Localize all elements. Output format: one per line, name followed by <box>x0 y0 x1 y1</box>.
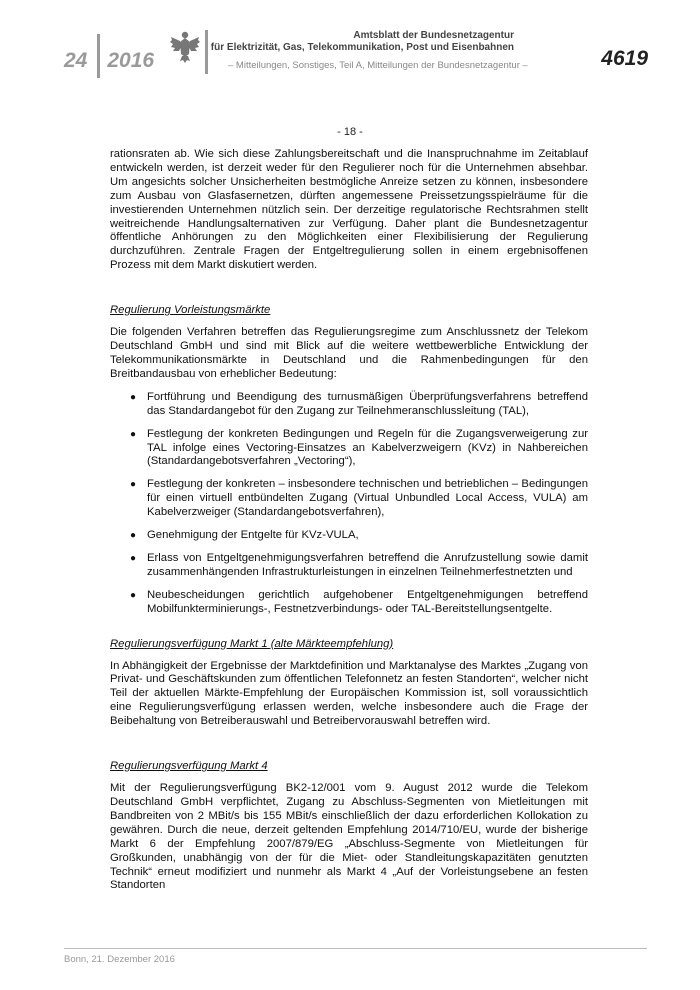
page-header <box>0 0 700 90</box>
issue-year: 2016 <box>107 49 155 72</box>
section-paragraph: Die folgenden Verfahren betreffen das Regulierungsregime zum Anschlussnetz der Telekom Deutschland GmbH und sind mit Blick auf die weitere wettbewerbliche Entwicklung der Telekommunikationsmärkte in Deutschland und die Rahmenbedingungen für den Breitbandausbau von erheblicher Bedeutung: <box>110 326 588 380</box>
list-item <box>110 589 588 617</box>
federal-eagle-icon <box>170 30 200 64</box>
bullet-icon: ● <box>130 530 137 542</box>
list-item <box>110 428 588 470</box>
section-paragraph: Mit der Regulierungsverfügung BK2-12/001 vom 9. August 2012 wurde die Telekom Deutschland GmbH verpflichtet, Zugang zu Abschluss-Segmenten von Mietleitungen mit Bandbreiten von 2 MBit/s bis 155 MBit/s einschließlich der dazu erforderlichen Kollokation zu gewähren. Durch die neue, derzeit geltenden Empfehlung 2014/710/EU, wurde der bisherige Markt 6 der Empfehlung 2007/879/EG „Abschluss-Segmente von Mietleitungen für Großkunden, unabhängig von der für die Miet- oder Standleitungskapazitäten genutzten Technik“ erneut modifiziert und nunmehr als Markt 4 „Auf der Vorleistungsebene an festen Standorten <box>110 782 588 892</box>
bullet-icon: ● <box>130 479 137 491</box>
section-heading: Regulierung Vorleistungsmärkte <box>110 304 271 317</box>
issue-number: 24 <box>64 49 88 72</box>
list-item-text: Festlegung der konkreten Bedingungen und Regeln für die Zugangsverweigerung zur TAL infolge eines Vectoring-Einsatzes an Kabelverzweigern (KVz) in Nahbereichen (Standardangebotsverfahren „Vectoring“), <box>147 427 588 468</box>
footer-divider <box>64 948 647 949</box>
section-markt1 <box>110 637 588 730</box>
gazette-section-line: – Mitteilungen, Sonstiges, Teil A, Mitteilungen der Bundesnetzagentur – <box>228 60 528 71</box>
section-markt4 <box>110 759 588 893</box>
section-heading: Regulierungsverfügung Markt 4 <box>110 760 268 773</box>
page-number: 4619 <box>601 47 648 70</box>
gazette-title-line2: für Elektrizität, Gas, Telekommunikation, Post und Eisenbahnen <box>210 42 514 53</box>
procedure-list <box>110 391 588 617</box>
section-heading: Regulierungsverfügung Markt 1 (alte Märkteempfehlung) <box>110 637 394 650</box>
footer-date: Bonn, 21. Dezember 2016 <box>64 954 175 965</box>
list-item-text: Festlegung der konkreten – insbesondere technischen und betrieblichen – Bedingungen für einen virtuell entbündelten Zugang (Virtual Unbundled Local Access, VULA) am Kabelverzweiger (Standardangebotsverfahren), <box>147 478 588 519</box>
issue-divider <box>97 34 100 78</box>
list-item <box>110 552 588 580</box>
list-item-text: Genehmigung der Entgelte für KVz-VULA, <box>147 529 359 542</box>
issue-label <box>64 48 154 74</box>
list-item-text: Erlass von Entgeltgenehmigungsverfahren betreffend die Anrufzustellung sowie damit zusammenhängenden Infrastrukturleistungen in einzelnen Teilnehmerfestnetzten und <box>147 551 588 578</box>
list-item-text: Neubescheidungen gerichtlich aufgehobener Entgeltgenehmigungen betreffend Mobilfunkterminierungs-, Festnetzverbindungs- oder TAL-Bereitstellungsentgelte. <box>147 588 588 615</box>
bullet-icon: ● <box>130 589 137 601</box>
intro-paragraph: rationsraten ab. Wie sich diese Zahlungsbereitschaft und die Inanspruchnahme im Zeitablauf entwickeln werden, ist derzeit weder für den Regulierer noch für die Unternehmen absehbar. Um angesichts solcher Unsicherheiten bestmögliche Anreize setzen zu können, insbesondere zum Ausbau von Glasfasernetzen, dürften angemessene Preissetzungsspielräume für die investierenden Unternehmen nützlich sein. Der derzeitige regulatorische Rechtsrahmen stellt weitreichende Handlungsalternativen zur Verfügung. Daher plant die Bundesnetzagentur öffentliche Anhörungen zu den Möglichkeiten einer Flexibilisierung der Regulierung durchzuführen. Zentrale Fragen der Entgeltregulierung sollen in einem ergebnisoffenen Prozess mit dem Markt diskutiert werden. <box>110 148 588 272</box>
list-item <box>110 391 588 419</box>
crest-divider <box>205 30 208 74</box>
list-item <box>110 529 588 543</box>
bullet-icon: ● <box>130 391 137 403</box>
bullet-icon: ● <box>130 552 137 564</box>
inner-page-marker: - 18 - <box>337 126 363 138</box>
list-item-text: Fortführung und Beendigung des turnusmäßigen Überprüfungsverfahrens betreffend das Standardangebot für den Zugang zur Teilnehmeranschlussleitung (TAL), <box>147 390 588 417</box>
document-body <box>110 148 588 893</box>
gazette-title-line1: Amtsblatt der Bundesnetzagentur <box>353 30 514 41</box>
list-item <box>110 478 588 520</box>
bullet-icon: ● <box>130 428 137 440</box>
section-paragraph: In Abhängigkeit der Ergebnisse der Marktdefinition und Marktanalyse des Marktes „Zugang von Privat- und Geschäftskunden zum öffentlichen Telefonnetz an festen Standorten“, welcher nicht Teil der aktuellen Märkte-Empfehlung der Europäischen Kommission ist, soll voraussichtlich eine Regulierungsverfügung erlassen werden, welche insbesondere auch die Frage der Beibehaltung von Betreiberauswahl und Betreibervorauswahl betreffen wird. <box>110 659 588 728</box>
section-vorleistungsmaerkte <box>110 303 588 616</box>
